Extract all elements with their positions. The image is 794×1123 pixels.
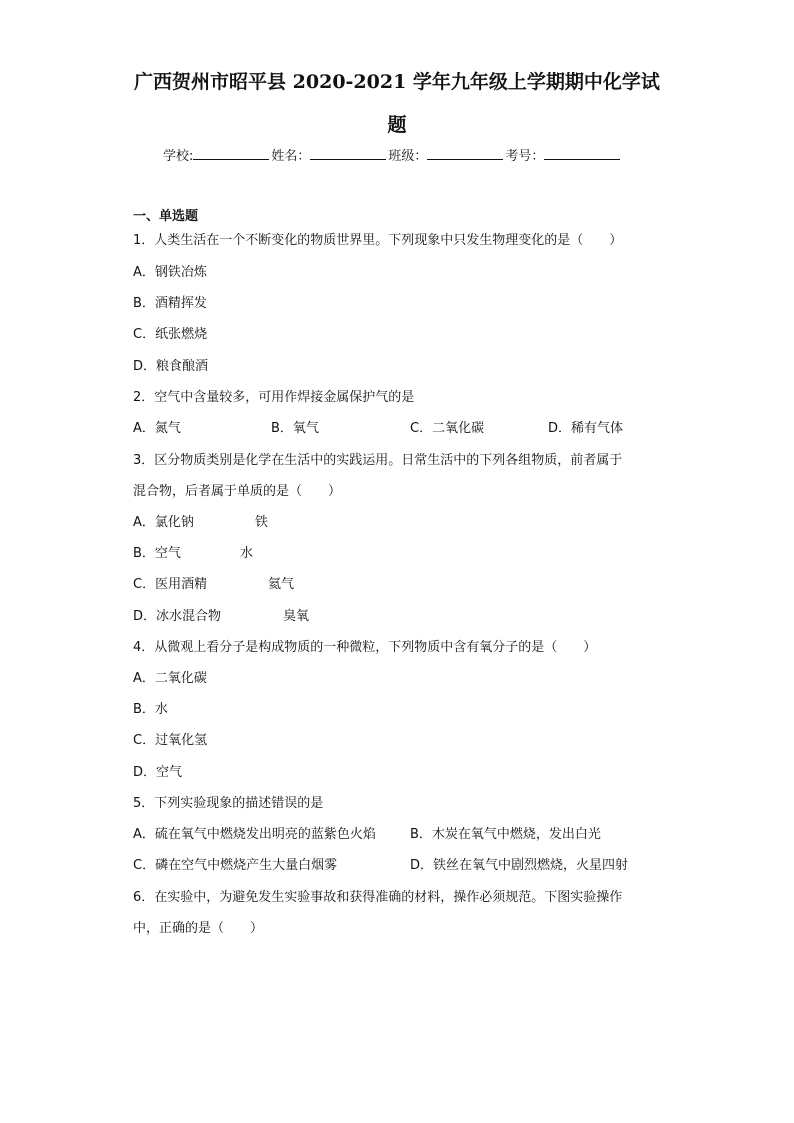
question-2-option-c: C．二氧化碳 xyxy=(410,421,485,436)
question-3-option-a-first: A．氯化钠 xyxy=(133,515,194,530)
question-5-stem: 5．下列实验现象的描述错误的是 xyxy=(133,796,324,811)
question-2-option-b: B．氧气 xyxy=(271,421,319,436)
question-5-option-a: A．硫在氧气中燃烧发出明亮的蓝紫色火焰 xyxy=(133,827,376,842)
question-5-option-c: C．磷在空气中燃烧产生大量白烟雾 xyxy=(133,858,338,873)
question-4-option-a: A．二氧化碳 xyxy=(133,671,207,686)
question-3-option-c-first: C．医用酒精 xyxy=(133,577,208,592)
question-1-option-c: C．纸张燃烧 xyxy=(133,327,208,342)
question-2-option-d: D．稀有气体 xyxy=(548,421,624,436)
name-blank[interactable] xyxy=(310,145,386,160)
question-2-stem: 2．空气中含量较多，可用作焊接金属保护气的是 xyxy=(133,390,415,405)
student-info-row xyxy=(163,145,622,167)
question-1-option-d: D．粮食酿酒 xyxy=(133,359,209,374)
question-4-option-d: D．空气 xyxy=(133,765,183,780)
exam-number-label: 考号： xyxy=(505,149,545,164)
exam-number-blank[interactable] xyxy=(544,145,620,160)
question-6-stem-line-1: 6．在实验中，为避免发生实验事故和获得准确的材料，操作必须规范。下图实验操作 xyxy=(133,890,623,905)
question-5-option-d: D．铁丝在氧气中剧烈燃烧，火星四射 xyxy=(410,858,629,873)
question-1-option-a: A．钢铁冶炼 xyxy=(133,265,207,280)
class-label: 班级： xyxy=(388,149,428,164)
question-6-stem-line-2: 中，正确的是（ ） xyxy=(133,921,264,936)
section-heading: 一、单选题 xyxy=(133,209,199,224)
question-3-option-d-second: 臭氧 xyxy=(283,609,310,624)
question-3-option-c-second: 氦气 xyxy=(268,577,295,592)
question-4-stem: 4．从微观上看分子是构成物质的一种微粒，下列物质中含有氧分子的是（ ） xyxy=(133,640,597,655)
name-label: 姓名： xyxy=(271,149,311,164)
question-2-option-a: A．氮气 xyxy=(133,421,181,436)
question-3-option-a-second: 铁 xyxy=(255,515,269,530)
question-1-stem: 1．人类生活在一个不断变化的物质世界里。下列现象中只发生物理变化的是（ ） xyxy=(133,233,623,248)
question-3-stem-line-1: 3．区分物质类别是化学在生活中的实践运用。日常生活中的下列各组物质，前者属于 xyxy=(133,453,623,468)
exam-title-line-1: 广西贺州市昭平县 2020-2021 学年九年级上学期期中化学试 xyxy=(134,71,660,93)
question-5-option-b: B．木炭在氧气中燃烧，发出白光 xyxy=(410,827,601,842)
school-blank[interactable] xyxy=(193,145,269,160)
question-3-stem-line-2: 混合物，后者属于单质的是（ ） xyxy=(133,484,342,499)
school-label: 学校: xyxy=(163,149,194,164)
question-4-option-b: B．水 xyxy=(133,702,168,717)
question-3-option-d-first: D．冰水混合物 xyxy=(133,609,222,624)
question-4-option-c: C．过氧化氢 xyxy=(133,733,208,748)
question-3-option-b-second: 水 xyxy=(240,546,254,561)
question-3-option-b-first: B．空气 xyxy=(133,546,181,561)
class-blank[interactable] xyxy=(427,145,503,160)
question-1-option-b: B．酒精挥发 xyxy=(133,296,207,311)
exam-title-line-2: 题 xyxy=(387,114,407,136)
